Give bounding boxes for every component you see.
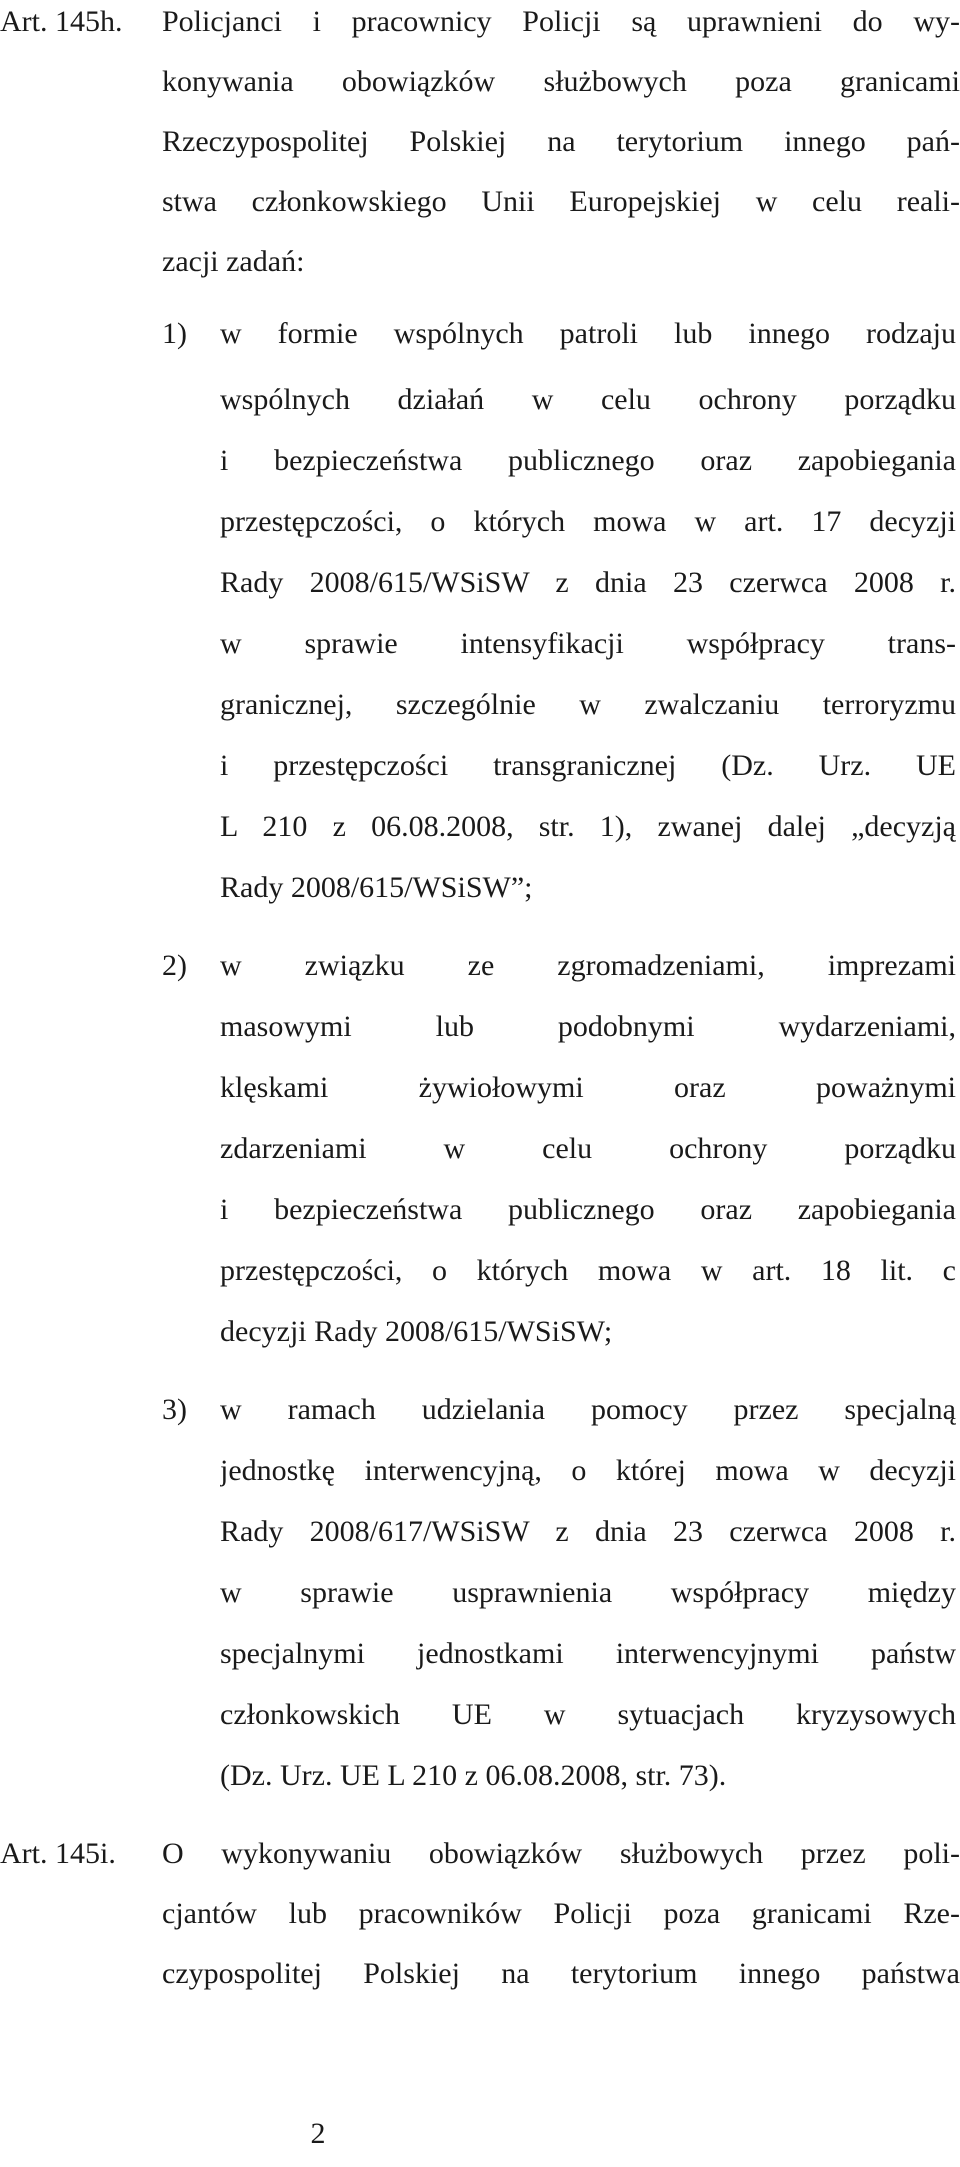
list-item-line: klęskami żywiołowymi oraz poważnymi	[220, 1071, 956, 1104]
list-item-line: przestępczości, o których mowa w art. 17 decyzji	[220, 505, 956, 538]
article-line: cjantów lub pracowników Policji poza granicami Rze-	[162, 1897, 960, 1930]
article-line: czypospolitej Polskiej na terytorium innego państwa	[162, 1957, 960, 1990]
list-item-line: Rady 2008/617/WSiSW z dnia 23 czerwca 2008 r.	[220, 1515, 956, 1548]
list-item-line: L 210 z 06.08.2008, str. 1), zwanej dalej „decyzją	[220, 810, 956, 843]
list-item-line: i bezpieczeństwa publicznego oraz zapobiegania	[220, 1193, 956, 1226]
article-line: O wykonywaniu obowiązków służbowych przez poli-	[162, 1837, 960, 1870]
list-item-line: masowymi lub podobnymi wydarzeniami,	[220, 1010, 956, 1043]
list-item-line: w sprawie intensyfikacji współpracy trans-	[220, 627, 956, 660]
list-item-line: Rady 2008/615/WSiSW z dnia 23 czerwca 2008 r.	[220, 566, 956, 599]
article-label: Art. 145i.	[0, 1837, 116, 1870]
list-item-line: decyzji Rady 2008/615/WSiSW;	[220, 1315, 613, 1348]
list-item-line: w ramach udzielania pomocy przez specjalną	[220, 1393, 956, 1426]
list-item-line: i przestępczości transgranicznej (Dz. Urz. UE	[220, 749, 956, 782]
list-item-line: (Dz. Urz. UE L 210 z 06.08.2008, str. 73).	[220, 1759, 727, 1792]
intro-line: zacji zadań:	[162, 245, 305, 278]
list-item-line: i bezpieczeństwa publicznego oraz zapobiegania	[220, 444, 956, 477]
list-item-line: członkowskich UE w sytuacjach kryzysowych	[220, 1698, 956, 1731]
list-item-line: w formie wspólnych patroli lub innego rodzaju	[220, 317, 956, 350]
intro-line: Rzeczypospolitej Polskiej na terytorium innego pań-	[162, 125, 960, 158]
list-item-line: w związku ze zgromadzeniami, imprezami	[220, 949, 956, 982]
intro-line: Policjanci i pracownicy Policji są uprawnieni do wy-	[162, 5, 960, 38]
list-item-line: zdarzeniami w celu ochrony porządku	[220, 1132, 956, 1165]
list-item-line: wspólnych działań w celu ochrony porządku	[220, 383, 956, 416]
article-label: Art. 145h.	[0, 5, 123, 38]
list-item-line: specjalnymi jednostkami interwencyjnymi państw	[220, 1637, 956, 1670]
list-item-line: w sprawie usprawnienia współpracy między	[220, 1576, 956, 1609]
intro-line: konywania obowiązków służbowych poza granicami	[162, 65, 960, 98]
list-item-line: granicznej, szczególnie w zwalczaniu terroryzmu	[220, 688, 956, 721]
list-item-line: jednostkę interwencyjną, o której mowa w decyzji	[220, 1454, 956, 1487]
list-item-number: 1)	[162, 317, 187, 350]
intro-line: stwa członkowskiego Unii Europejskiej w celu reali-	[162, 185, 960, 218]
list-item-line: przestępczości, o których mowa w art. 18 lit. c	[220, 1254, 956, 1287]
page-number: 2	[310, 2117, 326, 2150]
list-item-line: Rady 2008/615/WSiSW”;	[220, 871, 533, 904]
list-item-number: 3)	[162, 1393, 187, 1426]
list-item-number: 2)	[162, 949, 187, 982]
